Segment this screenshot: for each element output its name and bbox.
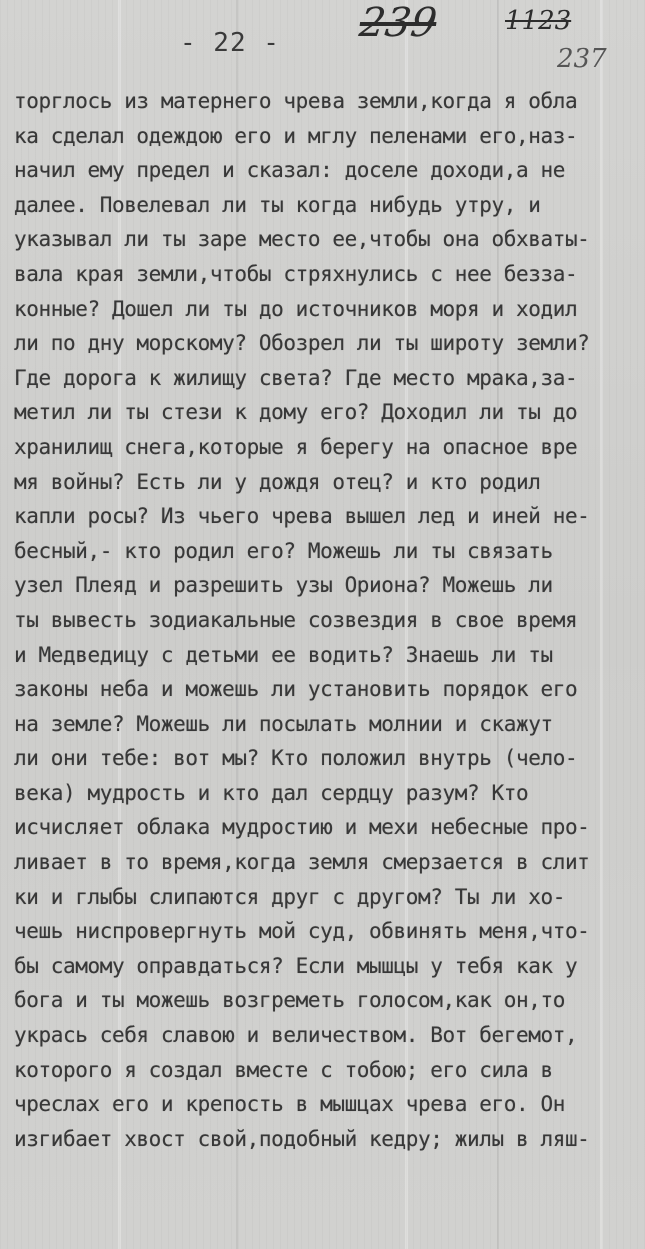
text-line: торглось из матернего чрева земли,когда я обла (14, 89, 578, 113)
old-page-number-handwritten: 1123 (505, 6, 572, 36)
text-line: и Медведицу с детьми ее водить? Знаешь ли ты (14, 642, 553, 667)
body-text (14, 84, 639, 1156)
text-line: ли они тебе: вот мы? Кто положил внутрь (чело- (14, 746, 578, 771)
text-line: бога и ты можешь возгреметь голосом,как он,то (14, 988, 565, 1013)
text-line: Где дорога к жилищу света? Где место мрака,за- (14, 365, 578, 390)
text-line: мя войны? Есть ли у дождя отец? и кто родил (14, 469, 541, 494)
archive-number-handwritten: 239 (356, 0, 440, 46)
text-line: указывал ли ты заре место ее,чтобы она обхваты- (14, 227, 590, 252)
text-line: законы неба и можешь ли установить порядок его (14, 677, 578, 702)
text-line: ки и глыбы слипаются друг с другом? Ты ли хо- (14, 884, 565, 909)
page-number: - 22 - (180, 28, 280, 58)
text-line: далее. Повелевал ли ты когда нибудь утру, и (14, 192, 541, 217)
text-line: метил ли ты стези к дому его? Доходил ли ты до (14, 400, 578, 425)
text-line: на земле? Можешь ли посылать молнии и скажут (14, 711, 553, 736)
text-line: хранилищ снега,которые я берегу на опасное вре (14, 434, 578, 459)
text-line: капли росы? Из чьего чрева вышел лед и иней не- (14, 504, 590, 529)
text-line: ли по дну морскому? Обозрел ли ты широту земли? (14, 331, 590, 356)
text-line: начил ему предел и сказал: доселе доходи,а не (14, 158, 565, 183)
text-line: ка сделал одеждою его и мглу пеленами его,наз- (14, 123, 578, 148)
text-line: укрась себя славою и величеством. Вот бегемот, (14, 1023, 578, 1048)
text-line: бы самому оправдаться? Если мышцы у тебя как у (14, 953, 578, 978)
text-line: чреслах его и крепость в мышцах чрева его. Он (14, 1092, 565, 1117)
text-line: конные? Дошел ли ты до источников моря и ходил (14, 296, 578, 321)
text-line: ты вывесть зодиакальные созвездия в свое время (14, 607, 578, 632)
new-page-number-handwritten: 237 (557, 44, 607, 74)
text-line: ливает в то время,когда земля смерзается в слит (14, 850, 590, 875)
text-line: бесный,- кто родил его? Можешь ли ты связать (14, 538, 553, 563)
text-line: изгибает хвост свой,подобный кедру; жилы в ляш- (14, 1126, 590, 1151)
text-line: века) мудрость и кто дал сердцу разум? Кто (14, 780, 529, 805)
text-line: исчисляет облака мудростию и мехи небесные про- (14, 815, 590, 840)
text-line: вала края земли,чтобы стряхнулись с нее безза- (14, 261, 578, 286)
text-line: узел Плеяд и разрешить узы Ориона? Можешь ли (14, 573, 553, 598)
text-line: чешь ниспровергнуть мой суд, обвинять меня,что- (14, 919, 590, 944)
text-line: которого я создал вместе с тобою; его сила в (14, 1057, 553, 1082)
